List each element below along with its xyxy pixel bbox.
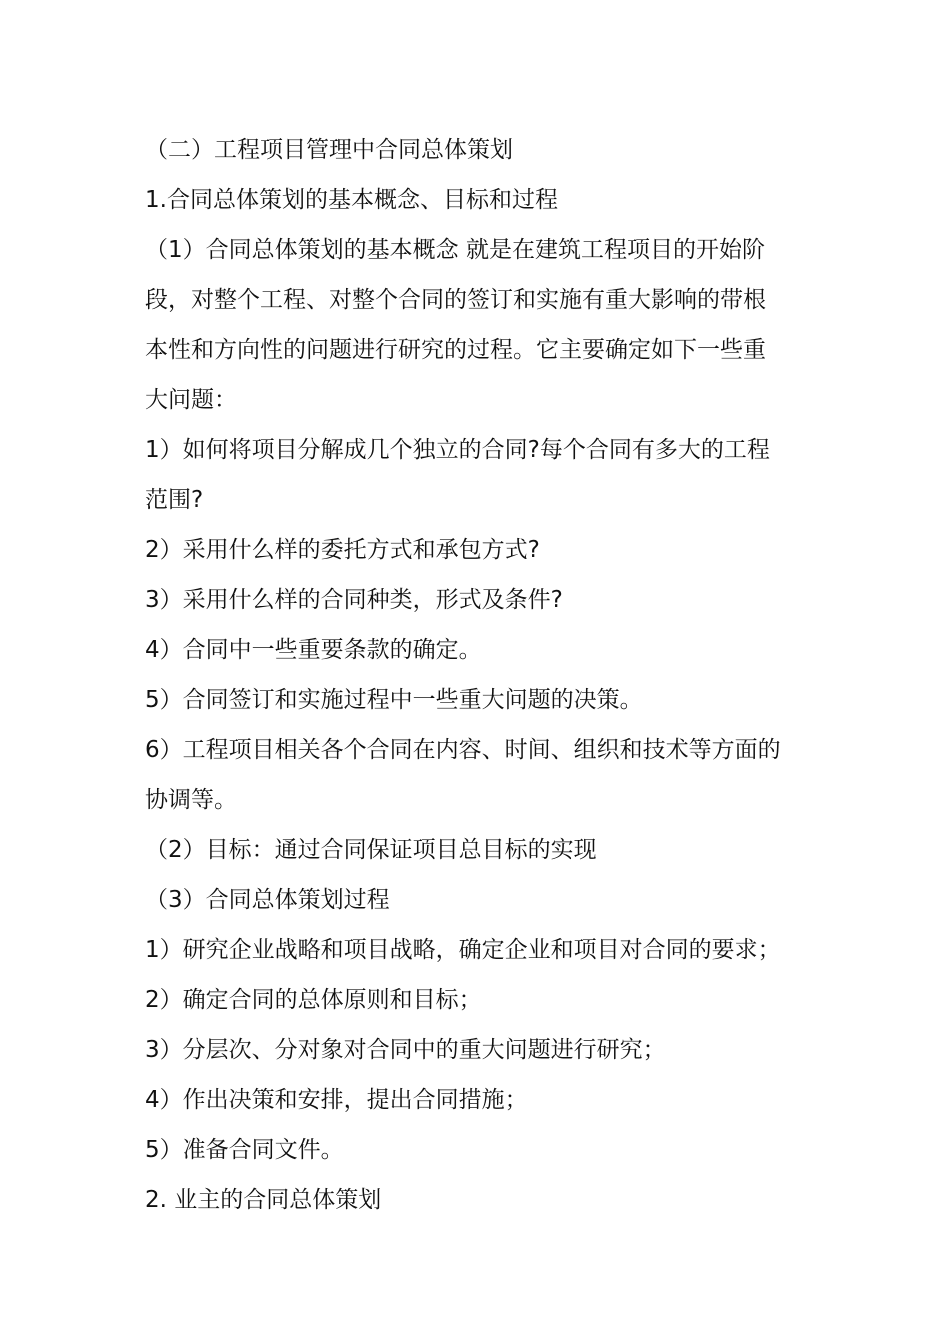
subsection-heading: 2. 业主的合同总体策划: [145, 1187, 382, 1213]
list-item: 1）如何将项目分解成几个独立的合同?每个合同有多大的工程: [145, 437, 770, 463]
paragraph-line: （1）合同总体策划的基本概念 就是在建筑工程项目的开始阶: [145, 237, 765, 263]
list-item: 4）合同中一些重要条款的确定。: [145, 637, 482, 663]
paragraph-line: 本性和方向性的问题进行研究的过程。它主要确定如下一些重: [145, 337, 766, 363]
list-item: 2）确定合同的总体原则和目标；: [145, 987, 482, 1013]
paragraph-line: 段，对整个工程、对整个合同的签订和实施有重大影响的带根: [145, 287, 766, 313]
list-item-continuation: 范围?: [145, 487, 204, 513]
subsection-heading: 1.合同总体策划的基本概念、目标和过程: [145, 187, 558, 213]
list-item: 5）准备合同文件。: [145, 1137, 344, 1163]
list-item: 6）工程项目相关各个合同在内容、时间、组织和技术等方面的: [145, 737, 781, 763]
document-body: [145, 125, 810, 1225]
list-item-continuation: 协调等。: [145, 787, 237, 813]
list-item: 2）采用什么样的委托方式和承包方式?: [145, 537, 540, 563]
list-item: 3）分层次、分对象对合同中的重大问题进行研究；: [145, 1037, 666, 1063]
paragraph-line: （2）目标：通过合同保证项目总目标的实现: [145, 837, 597, 863]
list-item: 1）研究企业战略和项目战略，确定企业和项目对合同的要求；: [145, 937, 781, 963]
list-item: 5）合同签订和实施过程中一些重大问题的决策。: [145, 687, 643, 713]
paragraph-line: （3）合同总体策划过程: [145, 887, 390, 913]
paragraph-line: 大问题：: [145, 387, 237, 413]
list-item: 4）作出决策和安排，提出合同措施；: [145, 1087, 528, 1113]
section-heading: （二）工程项目管理中合同总体策划: [145, 137, 513, 163]
list-item: 3）采用什么样的合同种类，形式及条件?: [145, 587, 563, 613]
